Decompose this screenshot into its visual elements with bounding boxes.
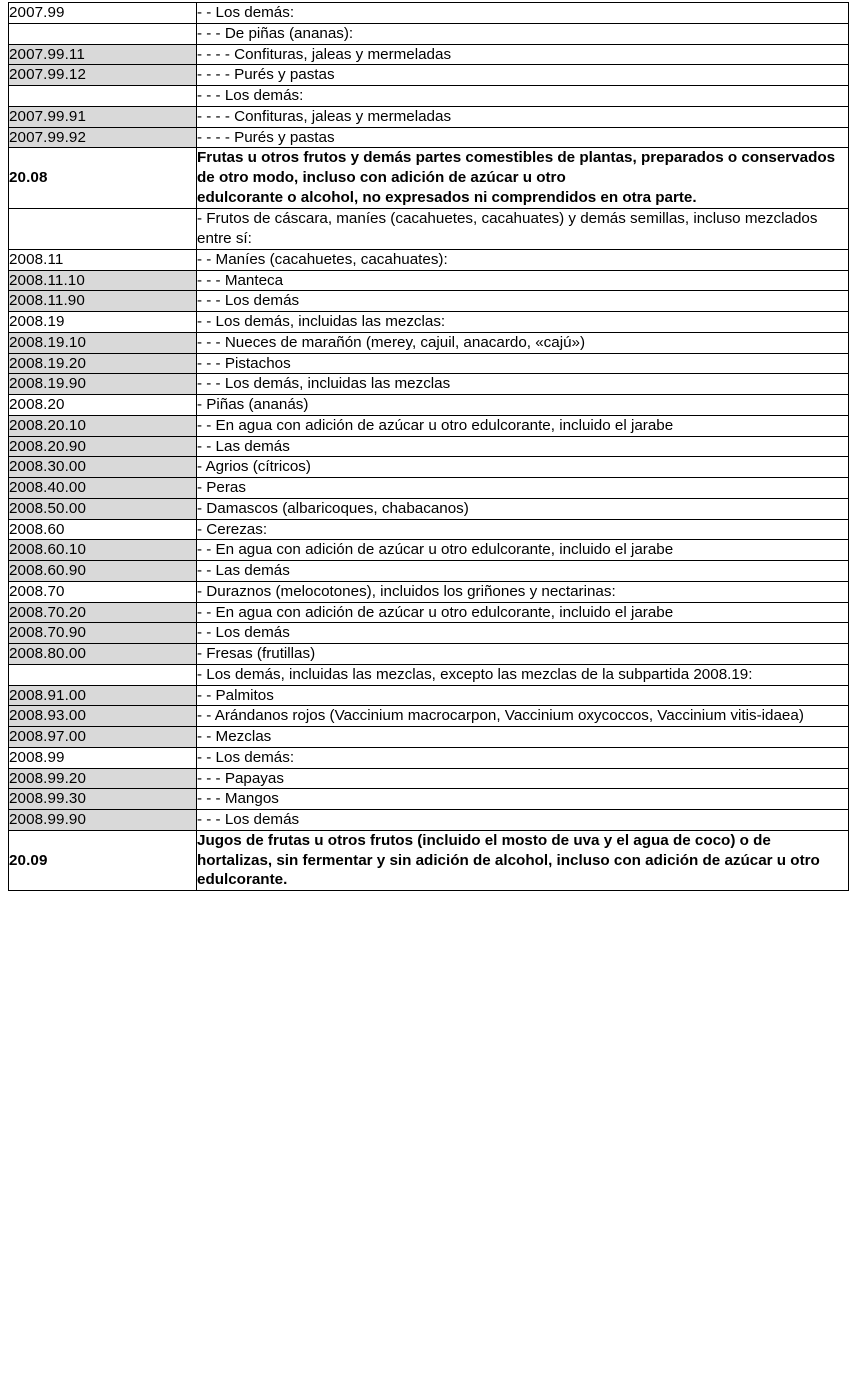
tariff-code-cell: 2008.99 (9, 747, 197, 768)
tariff-description-cell: - Fresas (frutillas) (197, 644, 849, 665)
table-row (9, 127, 849, 148)
tariff-description-cell: - Peras (197, 478, 849, 499)
table-row (9, 148, 849, 209)
tariff-description-cell: - - - Manteca (197, 270, 849, 291)
tariff-code-cell: 2008.20 (9, 395, 197, 416)
tariff-description-cell: - Frutos de cáscara, maníes (cacahuetes, cacahuates) y demás semillas, incluso mezclados entre sí: (197, 209, 849, 250)
tariff-code-cell: 2008.11 (9, 249, 197, 270)
tariff-code-cell: 2008.20.10 (9, 415, 197, 436)
table-row (9, 415, 849, 436)
table-row (9, 86, 849, 107)
tariff-description-cell: - - Las demás (197, 561, 849, 582)
tariff-code-cell: 2008.11.10 (9, 270, 197, 291)
tariff-code-cell: 2008.50.00 (9, 498, 197, 519)
tariff-description-cell: - - - Los demás (197, 810, 849, 831)
tariff-code-cell: 2008.20.90 (9, 436, 197, 457)
table-row (9, 727, 849, 748)
tariff-description-cell: - Duraznos (melocotones), incluidos los griñones y nectarinas: (197, 581, 849, 602)
tariff-code-cell: 2008.80.00 (9, 644, 197, 665)
tariff-description-cell: - - Los demás: (197, 3, 849, 24)
table-row (9, 478, 849, 499)
table-row (9, 664, 849, 685)
tariff-description-cell: - - - Pistachos (197, 353, 849, 374)
tariff-code-cell: 2008.60.90 (9, 561, 197, 582)
tariff-code-cell (9, 86, 197, 107)
table-row (9, 581, 849, 602)
tariff-description-cell: - - Los demás, incluidas las mezclas: (197, 312, 849, 333)
tariff-description-cell: - - Las demás (197, 436, 849, 457)
table-row (9, 623, 849, 644)
tariff-description-cell: - Los demás, incluidas las mezclas, excepto las mezclas de la subpartida 2008.19: (197, 664, 849, 685)
tariff-code-cell: 2007.99.12 (9, 65, 197, 86)
tariff-code-cell: 2008.70 (9, 581, 197, 602)
table-row (9, 291, 849, 312)
tariff-description-cell: - - Maníes (cacahuetes, cacahuates): (197, 249, 849, 270)
table-row (9, 23, 849, 44)
table-row (9, 395, 849, 416)
tariff-code-cell: 20.09 (9, 830, 197, 890)
tariff-description-cell: - - En agua con adición de azúcar u otro edulcorante, incluido el jarabe (197, 602, 849, 623)
tariff-description-cell: - - - - Confituras, jaleas y mermeladas (197, 44, 849, 65)
table-row (9, 312, 849, 333)
table-row (9, 768, 849, 789)
tariff-code-cell: 2008.93.00 (9, 706, 197, 727)
tariff-code-cell (9, 23, 197, 44)
tariff-description-cell: - - - - Confituras, jaleas y mermeladas (197, 106, 849, 127)
tariff-code-cell: 2007.99.91 (9, 106, 197, 127)
tariff-code-cell: 2008.40.00 (9, 478, 197, 499)
tariff-code-cell: 2008.11.90 (9, 291, 197, 312)
tariff-code-cell: 2008.19.90 (9, 374, 197, 395)
tariff-description-cell: - Agrios (cítricos) (197, 457, 849, 478)
table-row (9, 519, 849, 540)
table-row (9, 789, 849, 810)
tariff-description-cell: - Cerezas: (197, 519, 849, 540)
tariff-description-cell: Jugos de frutas u otros frutos (incluido el mosto de uva y el agua de coco) o de hortalizas, sin fermentar y sin adición de alcohol, incluso con adición de azúcar u otro edulcorante. (197, 830, 849, 890)
tariff-description-cell: - - Palmitos (197, 685, 849, 706)
tariff-code-cell: 2008.19.20 (9, 353, 197, 374)
table-row (9, 65, 849, 86)
table-row (9, 644, 849, 665)
table-row (9, 540, 849, 561)
table-row (9, 602, 849, 623)
tariff-code-cell: 2008.70.20 (9, 602, 197, 623)
tariff-table (8, 2, 849, 891)
table-row (9, 249, 849, 270)
table-row (9, 353, 849, 374)
tariff-description-cell: - - - - Purés y pastas (197, 65, 849, 86)
table-row (9, 332, 849, 353)
tariff-code-cell: 2008.99.30 (9, 789, 197, 810)
tariff-description-cell: - - Los demás: (197, 747, 849, 768)
tariff-code-cell: 2008.97.00 (9, 727, 197, 748)
tariff-code-cell: 2007.99 (9, 3, 197, 24)
table-row (9, 810, 849, 831)
table-row (9, 3, 849, 24)
tariff-description-cell: - - - Nueces de marañón (merey, cajuil, anacardo, «cajú») (197, 332, 849, 353)
tariff-table-body (9, 3, 849, 891)
tariff-code-cell: 2008.91.00 (9, 685, 197, 706)
table-row (9, 498, 849, 519)
tariff-description-cell: - - Los demás (197, 623, 849, 644)
tariff-code-cell: 2008.99.20 (9, 768, 197, 789)
tariff-code-cell: 2008.60 (9, 519, 197, 540)
tariff-description-cell: - Piñas (ananás) (197, 395, 849, 416)
tariff-code-cell: 2007.99.11 (9, 44, 197, 65)
tariff-code-cell: 2008.60.10 (9, 540, 197, 561)
tariff-description-cell: - Damascos (albaricoques, chabacanos) (197, 498, 849, 519)
tariff-description-cell: - - Mezclas (197, 727, 849, 748)
table-row (9, 436, 849, 457)
tariff-description-cell: - - - Los demás (197, 291, 849, 312)
table-row (9, 44, 849, 65)
table-row (9, 747, 849, 768)
tariff-description-cell: - - - Mangos (197, 789, 849, 810)
tariff-code-cell: 20.08 (9, 148, 197, 209)
table-row (9, 706, 849, 727)
table-row (9, 830, 849, 890)
table-row (9, 106, 849, 127)
tariff-code-cell (9, 664, 197, 685)
tariff-description-cell: - - - Papayas (197, 768, 849, 789)
tariff-description-cell: - - - De piñas (ananas): (197, 23, 849, 44)
tariff-description-cell: Frutas u otros frutos y demás partes comestibles de plantas, preparados o conservados de otro modo, incluso con adición de azúcar u otro edulcorante o alcohol, no expresados ni comprendidos en otra parte. (197, 148, 849, 209)
tariff-description-cell: - - En agua con adición de azúcar u otro edulcorante, incluido el jarabe (197, 540, 849, 561)
tariff-code-cell: 2008.30.00 (9, 457, 197, 478)
tariff-code-cell: 2008.19.10 (9, 332, 197, 353)
tariff-description-cell: - - - Los demás: (197, 86, 849, 107)
tariff-description-cell: - - - - Purés y pastas (197, 127, 849, 148)
tariff-description-cell: - - - Los demás, incluidas las mezclas (197, 374, 849, 395)
table-row (9, 270, 849, 291)
tariff-code-cell (9, 209, 197, 250)
table-row (9, 209, 849, 250)
tariff-description-cell: - - En agua con adición de azúcar u otro edulcorante, incluido el jarabe (197, 415, 849, 436)
tariff-code-cell: 2008.99.90 (9, 810, 197, 831)
tariff-description-cell: - - Arándanos rojos (Vaccinium macrocarpon, Vaccinium oxycoccos, Vaccinium vitis-idaea) (197, 706, 849, 727)
tariff-code-cell: 2007.99.92 (9, 127, 197, 148)
tariff-code-cell: 2008.70.90 (9, 623, 197, 644)
tariff-code-cell: 2008.19 (9, 312, 197, 333)
table-row (9, 374, 849, 395)
table-row (9, 561, 849, 582)
table-row (9, 457, 849, 478)
table-row (9, 685, 849, 706)
